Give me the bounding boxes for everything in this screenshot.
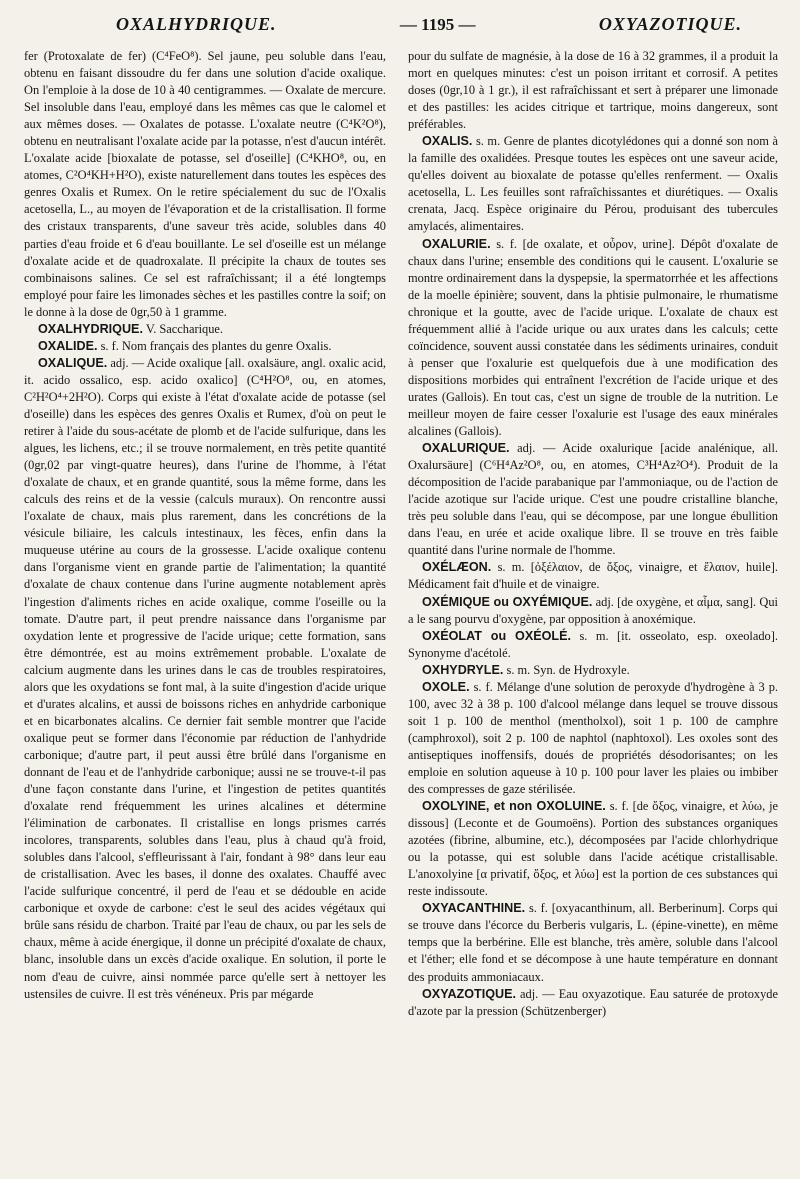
entry-text: adj. — Eau oxyazotique. Eau saturée de protoxyde d'azote par la pression (Schützenberger) (408, 986, 778, 1018)
entry (408, 48, 778, 133)
entry-text: s. f. Nom français des plantes du genre Oxalis. (100, 338, 332, 353)
entry (408, 798, 778, 900)
entry-headword: OXOLE. (422, 679, 470, 694)
entry-text: s. f. [de oxalate, et οὖρον, urine]. Dépôt d'oxalate de chaux dans l'urine; ensemble des conditions qui le causent. L'oxalurie se montre ordinairement dans la dyspepsie, la spermatorrhée et les affections de la moelle épinière; souvent, dans la phtisie pulmonaire, le rhumatisme chronique et la goutte, avec de l'acide urique. L'oxalate de chaux est fréquemment allié à l'acide urique ou aux urates dans les calculs; cette coïncidence, souvent aussi constatée dans les sédiments urinaires, conduit à penser que l'oxalurie est quelquefois due à une modification des dispositions morbides qui entraînent l'excrétion de l'acide urique et des urates (Gallois). En tout cas, c'est un signe de trouble de la nutrition. Le meilleur moyen de faire cesser l'oxalurie est l'usage des eaux minérales alcalines (Gallois). (408, 236, 778, 439)
entry-text: s. f. Mélange d'une solution de peroxyde d'hydrogène à 3 p. 100, avec 32 à 38 p. 100 d'alcool mélange dans lequel se trouve dissous soit 1 p. 100 de menthol (mentholxol), soit 1 p. 100 de camphre (camphroxol), soit 2 p. 100 de naphtol (naphtoxol). Les oxoles sont des antiseptiques inoffensifs, doués de propriétés désodorisantes; on les emploie en solution aqueuse à 10 p. 100 pour laver les plaies ou imbiber des compresses de gaze stérilisée. (408, 679, 778, 797)
entry (408, 900, 778, 985)
entry (408, 662, 778, 679)
entry-headword: OXYACANTHINE. (422, 901, 526, 916)
entry-headword: OXÉLÆON. (422, 560, 492, 575)
entry-text: adj. — Acide oxalique [all. oxalsäure, angl. oxalic acid, it. acido ossalico, esp. acido oxalico] (C⁴H²O⁸, ou, en atomes, C²H²O⁴+2H²O). Corps qui existe à l'état d'oxalate acide de potasse (sel d'oseille) dans les espèces des genres Oxalis et Rumex, d'où on peut le retirer à l'aide du sous-acétate de plomb et de l'acide sulfurique, dans les algues, les lichens, etc.; il se trouve normalement, en très petite quantité (0gr,02 par vingt-quatre heures), dans l'urine de l'homme, à l'état d'oxalate de chaux, et en grande quantité, sous la même forme, dans les calculs des reins et de la vessie (calculs muraux). On rencontre aussi l'oxalate de chaux, mais plus rarement, dans les concrétions de la vésicule biliaire, les calculs intestinaux, les fèces, enfin dans la muqueuse utérine au cours de la grossesse. L'acide oxalique contenu dans l'organisme vient en grande partie de l'alimentation; la quantité d'oxalate de chaux contenue dans l'urine augmente notablement après l'ingestion d'aliments riches en acide oxalique, comme l'oseille ou la tomate. D'autre part, il peut prendre naissance dans l'organisme par oxydation lente et progressive de l'acide urique; cette formation, sans être démontrée, est au moins extrêmement probable. L'oxalate de calcium augmente dans les urines dans le cas de troubles respiratoires, alors que les oxydations se font mal, à la suite d'ingestion d'acide urique et d'urates alcalins, et aussi de boissons riches en anhydride carbonique et en bicarbonates alcalins. Ce dernier fait semble montrer que l'acide oxalique peut se former dans l'économie par réduction de l'anhydride carbonique; d'autre part, il peut aussi être brûlé dans l'organisme en donnant de l'eau et de l'anhydride carbonique; aussi ne se trouve-t-il pas d'une façon constante dans l'urine, et l'ingestion de petites quantités d'oxalate rend fréquemment les urines alcalines et détermine l'élimination de carbonates. Il cristallise en longs prismes carrés incolores, transparents, solubles dans l'eau, plus à chaud qu'à froid, solubles dans l'alcool, s'effleurissant à l'air, fondant à 98° dans leur eau de cristallisation. Avec les bases, il donne des oxalates. Chauffé avec l'acide sulfurique concentré, il perd de l'eau et se dédouble en acide carbonique et oxyde de carbone: c'est le seul des acides végétaux qui brûle sans résidu de charbon. Traité par l'eau de chaux, ou par les sels de chaux, même à acide énergique, il donne un précipité d'oxalate de chaux, blanc, insoluble dans un excès d'acide oxalique. En solution, il porte le nom d'eau de cuivre, ainsi nommée parce qu'elle sert à nettoyer les ustensiles de cuivre. Il est très vénéneux. Pris par mégarde (24, 355, 386, 1001)
entry-text: s. f. [de ὄξος, vinaigre, et λύω, je dissous] (Leconte et de Goumoëns). Portion des substances organiques azotées (fibrine, albumine, etc.), décomposées par l'acide chlorhydrique ou la potasse, qui est soluble dans l'acide acétique cristallisable. L'anoxolyine [α privatif, ὄξος, et λύω] est la portion de ces substances qui reste indissoute. (408, 799, 779, 899)
entry-text: adj. — Acide oxalurique [acide analénique, all. Oxalursäure] (C⁶H⁴Az²O⁸, ou, en atomes, C³H⁴Az²O⁴). Produit de la décomposition de l'acide parabanique par l'ammoniaque, ou de l'action de l'acide azotique sur l'acide urique. C'est une poudre cristalline blanche, très peu soluble dans l'eau, qui se décompose, par une longue ébullition dans l'eau, en urée et acide oxalique libre. Il se trouve en très faible quantité dans l'urine normale de l'homme. (408, 441, 778, 558)
running-header (24, 14, 778, 44)
entry (24, 355, 386, 1003)
right-column (408, 48, 778, 1020)
entry (408, 236, 778, 441)
entry (408, 679, 778, 798)
entry-headword: OXHYDRYLE. (422, 662, 504, 677)
entry-text: s. m. Syn. de Hydroxyle. (506, 662, 630, 677)
left-column (24, 48, 386, 1020)
entry (24, 48, 386, 321)
entry-text: s. m. [ὀξέλαιον, de ὄξος, vinaigre, et ἔλαιον, huile]. Médicament fait d'huile et de vinaigre. (408, 560, 778, 592)
entry-text: V. Saccharique. (145, 321, 224, 336)
entry-text: s. m. [it. osseolato, esp. oxeolado]. Synonyme d'acétolé. (408, 628, 778, 660)
entry-headword: OXALIQUE. (38, 355, 108, 370)
entry (408, 628, 778, 662)
header-left-word: OXALHYDRIQUE. (116, 14, 277, 34)
two-column-body (24, 48, 778, 1020)
entry-text: adj. [de oxygène, et αἷμα, sang]. Qui a le sang pourvu d'oxygène, par opposition à anoxémique. (408, 594, 778, 626)
entry-headword: OXALURIE. (422, 236, 491, 251)
entry-headword: OXÉOLAT ou OXÉOLÉ. (422, 628, 572, 643)
entry-headword: OXYAZOTIQUE. (422, 986, 517, 1001)
header-right-word: OXYAZOTIQUE. (598, 14, 742, 34)
entry-headword: OXALIDE. (38, 338, 98, 353)
entry-text: s. m. Genre de plantes dicotylédones qui a donné son nom à la famille des oxalidées. Presque toutes les espèces ont une saveur acide, qu'elles doivent au bioxalate de potasse qu'elles renferment. — Oxalis acetosella, L. Les feuilles sont rafraîchissantes et diurétiques. — Oxalis crenata, Jacq. Espèce originaire du Pérou, produisant des tubercules amylacés, alimentaires. (408, 134, 778, 234)
page-number: — 1195 — (399, 15, 476, 34)
entry-text: s. f. [oxyacanthinum, all. Berberinum]. Corps qui se trouve dans l'écorce du Berberis vulgaris, L. (épine-vinette), en même temps que la berbérine. Elle est blanche, très amère, soluble dans l'alcool et l'éther; elle fond et se décompose à une haute température en donnant des produits ammoniacaux. (408, 901, 778, 984)
entry-headword: OXALHYDRIQUE. (38, 321, 143, 336)
entry-headword: OXÉMIQUE ou OXYÉMIQUE. (422, 594, 593, 609)
entry-headword: OXALIS. (422, 134, 473, 149)
entry (408, 559, 778, 593)
entry (408, 986, 778, 1020)
entry (408, 594, 778, 628)
entry (24, 321, 386, 338)
entry (24, 338, 386, 355)
entry-text: pour du sulfate de magnésie, à la dose de 16 à 32 grammes, il a produit la mort en quelques minutes: c'est un poison irritant et corrosif. A petites doses (0gr,10 à 1 gr.), il est rafraîchissant et sert à préparer une limonade et des pastilles: les acides citrique et tartrique, moins dangereux, sont préférables. (408, 49, 778, 132)
entry-headword: OXALURIQUE. (422, 441, 510, 456)
entry (408, 440, 778, 559)
entry-text: fer (Protoxalate de fer) (C⁴FeO⁸). Sel jaune, peu soluble dans l'eau, obtenu en faisant dissoudre du fer dans une solution d'acide oxalique. On l'emploie à la dose de 10 à 40 centigrammes. — Oxalate de mercure. Sel insoluble dans l'eau, employé dans les mêmes cas que le calomel et aux mêmes doses. — Oxalates de potasse. L'oxalate neutre (C⁴K²O⁸), obtenu en neutralisant l'oxalate acide par la potasse, n'est d'aucun intérêt. L'oxalate acide [bioxalate de potasse, sel d'oseille] (C⁴KHO⁸, ou, en atomes, C²O⁴KH+H²O), existe naturellement dans toutes les espèces des genres Oxalis et Rumex. On le retire spécialement du suc de l'Oxalis acetosella, L., au moyen de l'évaporation et de la cristallisation. Il forme des cristaux transparents, d'une saveur très acide, solubles dans 40 parties d'eau froide et 6 d'eau bouillante. Le sel d'oseille est un mélange d'oxalate acide et de quadroxalate. Il précipite la chaux de toutes ses combinaisons salines. Ce sel est rafraîchissant; il a été longtemps employé pour faire les limonades sèches et les pastilles contre la soif; on le donne à la dose de 0gr,50 à 1 gramme. (24, 49, 386, 319)
entry-headword: OXOLYINE, et non OXOLUINE. (422, 799, 606, 814)
entry (408, 133, 778, 235)
